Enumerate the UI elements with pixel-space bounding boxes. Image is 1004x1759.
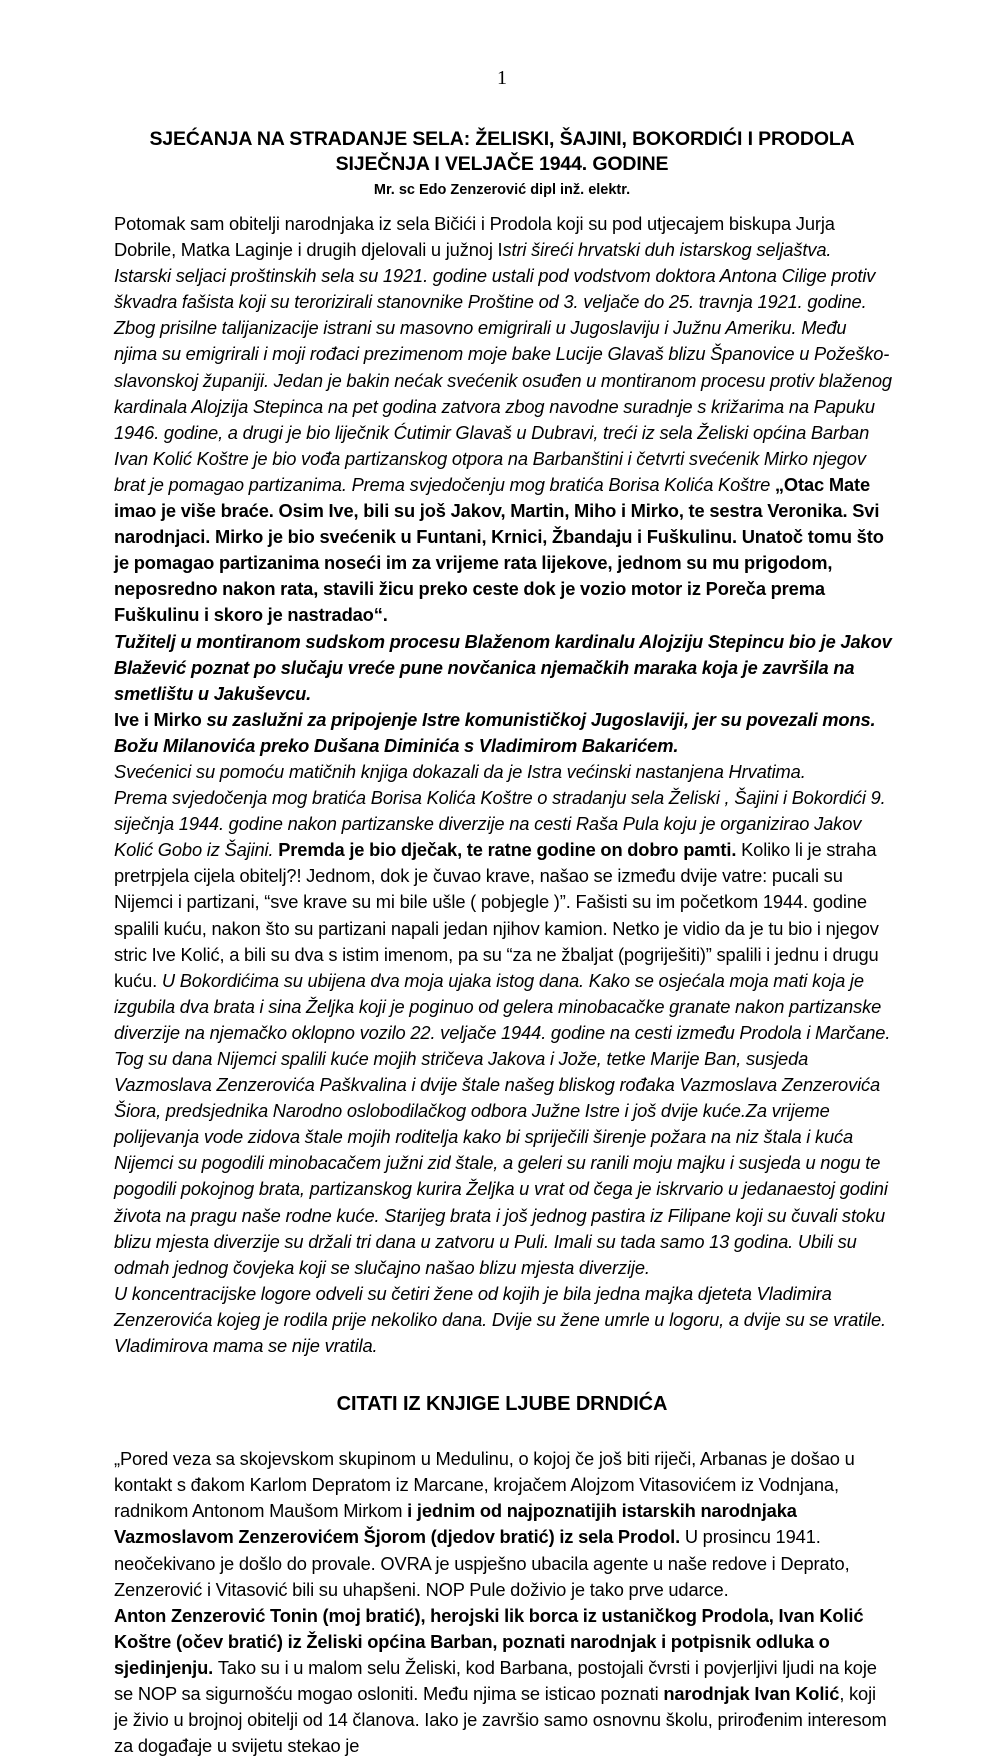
paragraph-svjedocenje: [114, 785, 892, 1281]
paragraph-svecenici: [114, 759, 892, 785]
paragraph-pored-veza: [114, 1446, 892, 1603]
paragraph-ive-mirko: [114, 707, 892, 759]
paragraph-tuzitelj: [114, 629, 892, 707]
text-run-plain: U prosincu 1941. neočekivano je došlo do provale. OVRA je uspješno ubacila agente u naše redove i Deprato, Zenzerović i Vitasović bili su uhapšeni. NOP Pule doživio je tako prve udarce.: [114, 1526, 850, 1600]
section-heading-citati: CITATI IZ KNJIGE LJUBE DRNDIĆA: [336, 1393, 668, 1416]
text-run-plain: Potomak sam obitelji narodnjaka iz sela Bičići i Prodola koji su pod utjecajem biskupa Jurja Dobrile, Matka Laginje i drugih djelovali u južnoj I: [114, 213, 835, 261]
page-title: SJEĆANJA NA STRADANJE SELA: ŽELISKI, ŠAJINI, BOKORDIĆI I PRODOLA SIJEČNJA I VELJAČE 1944. GODINE: [149, 128, 855, 175]
text-run-italic: stri šireći hrvatski duh istarskog seljaštva. Istarski seljaci proštinskih sela su 1921. godine ustali pod vodstvom doktora Antona Cilige protiv škvadra fašista koji su terorizirali stanovnike Proštine od 3. veljače do 25. travnja 1921. godine.: [114, 239, 876, 313]
paragraph-intro: [114, 211, 892, 315]
text-run-plain: , koji je živio u brojnoj obitelji od 14 članova. Iako je završio samo osnovnu školu, prirođenim interesom za događaje u svijetu stekao je: [114, 1682, 887, 1757]
text-run-bold: Anton Zenzerović Tonin (moj bratić), herojski lik borca iz ustaničkog Prodola, Ivan Kolić Koštre (očev bratić) iz Želiski općina Barban, poznati narodnjak i potpisnik odluka o sjedinjenju.: [114, 1604, 864, 1678]
text-run-bold-italic: Tužitelj u montiranom sudskom procesu Blaženom kardinalu Alojziju Stepincu bio je Jakov Blažević poznat po slučaju vreće pune novčanica njemačkih maraka koja je završila na smetlištu u Jakuševcu.: [114, 630, 892, 704]
text-run-bold-quote: „Otac Mate imao je više braće. Osim Ive, bili su još Jakov, Martin, Miho i Mirko, te sestra Veronika. Svi narodnjaci. Mirko je bio svećenik u Funtani, Krnici, Žbandaju i Fuškulinu. Unatoč tomu što je pomagao partizanima noseći im za vrijeme rata lijekove, jednom su mu prigodom, neposredno nakon rata, stavili žicu preko ceste dok je vozio motor iz Poreča prema Fuškulinu i skoro je nastradao“.: [114, 473, 884, 626]
text-run-bold: Ive i Mirko: [114, 708, 207, 730]
text-run-plain: „Pored veza sa skojevskom skupinom u Medulinu, o kojoj če još biti riječi, Arbanas je došao u kontakt s đakom Karlom Depratom iz Marcane, krojačem Alojzom Vitasovićem iz Vodnjana, radnikom Antonom Maušom Mirkom: [114, 1448, 855, 1522]
paragraph-anton-zenzerovic: [114, 1603, 892, 1759]
text-run-italic: Zbog prisilne talijanizacije istrani su masovno emigrirali u Jugoslaviju i Južnu Ameriku. Među njima su emigrirali i moji rođaci prezimenom moje bake Lucije Glavaš blizu Španovice u Požeško-slavonskoj županiji. Jedan je bakin nećak svećenik osuđen u montiranom procesu protiv blaženog kardinala Alojzija Stepinca na pet godina zatvora zbog navodne suradnje s križarima na Papuku 1946. godine, a drugi je bio liječnik Ćutimir Glavaš u Dubravi, treći iz sela Želiski općina Barban Ivan Kolić Koštre je bio vođa partizanskog otpora na Barbanštini i četvrti svećenik Mirko njegov brat je pomagao partizanima. Prema svjedočenju mog bratića Borisa Kolića Koštre: [114, 317, 892, 495]
page-number: 1: [497, 67, 507, 89]
text-run-bold: narodnjak Ivan Kolić: [663, 1682, 840, 1704]
text-run-plain: Koliko li je straha pretrpjela cijela obitelj?! Jednom, dok je čuvao krave, našao se između dvije vatre: pucali su Nijemci i partizani, “sve krave su mi bile ušle ( pobjegle )”. Fašisti su im početkom 1944. godine spalili kuću, nakon što su partizani napali jedan njihov kamion. Netko je vidio da je tu bio i njegov stric Ive Kolić, a bili su dva s istim imenom, pa su “za ne žbaljat (pogriješiti)” spalili i jednu i drugu kuću.: [114, 839, 879, 991]
text-run-plain: Tako su i u malom selu Želiski, kod Barbana, postojali čvrsti i povjerljivi ljudi na koje se NOP sa sigurnošću mogao osloniti. Među njima se isticao poznati: [114, 1656, 877, 1704]
paragraph-emigration: [114, 315, 892, 628]
body-text-part-two: [114, 1446, 892, 1759]
text-run-bold: i jednim od najpoznatijih istarskih narodnjaka Vazmoslavom Zenzerovićem Šjorom (djedov bratić) iz sela Prodol.: [114, 1500, 797, 1548]
text-run-italic: Svećenici su pomoću matičnih knjiga dokazali da je Istra većinski nastanjena Hrvatima.: [114, 760, 806, 782]
text-run-italic: U Bokordićima su ubijena dva moja ujaka istog dana. Kako se osjećala moja mati koja je izgubila dva brata i sina Željka koji je poginuo od gelera minobacačke granate nakon partizanske diverzije na njemačko oklopno vozilo 22. veljače 1944. godine na cesti između Prodola i Marčane. Tog su dana Nijemci spalili kuće mojih stričeva Jakova i Jože, tetke Marije Ban, susjeda Vazmoslava Zenzerovića Paškvalina i dvije štale našeg bliskog rođaka Vazmoslava Zenzerovića Šiora, predsjednika Narodno oslobodilačkog odbora Južne Istre i još dvije kuće.Za vrijeme polijevanja vode zidova štale mojih roditelja kako bi spriječili širenje požara na niz štala i kuća Nijemci su pogodili minobacačem južni zid štale, a geleri su ranili moju majku i susjeda u nogu te pogodili pokojnog brata, partizanskog kurira Željka u vrat od čega je iskrvario u jedanaestoj godini života na pragu naše rodne kuće. Starijeg brata i još jednog pastira iz Filipane koji su čuvali stoku blizu mjesta diverzije su držali tri dana u zatvoru u Puli. Imali su tada samo 13 godina. Ubili su odmah jednog čovjeka koji se slučajno našao blizu mjesta diverzije.: [114, 969, 891, 1278]
text-run-italic: Prema svjedočenja mog bratića Borisa Kolića Koštre o stradanju sela Želiski , Šajini i Bokordići 9. siječnja 1944. godine nakon partizanske diverzije na cesti Raša Pula koju je organizirao Jakov Kolić Gobo iz Šajini.: [114, 787, 886, 861]
text-run-italic: U koncentracijske logore odveli su četiri žene od kojih je bila jedna majka djeteta Vladimira Zenzerovića kojeg je rodila prije nekoliko dana. Dvije su žene umrle u logoru, a dvije su se vratile. Vladimirova mama se nije vratila.: [114, 1282, 886, 1357]
author-byline: Mr. sc Edo Zenzerović dipl inž. elektr.: [373, 182, 631, 198]
text-run-bold: Premda je bio dječak, te ratne godine on dobro pamti.: [278, 839, 742, 861]
text-run-bold-italic: su zaslužni za pripojenje Istre komunističkoj Jugoslaviji, jer su povezali mons. Božu Milanovića preko Dušana Diminića s Vladimirom Bakarićem.: [114, 708, 876, 756]
body-text-part-one: [114, 211, 892, 1359]
paragraph-logori: [114, 1281, 892, 1359]
